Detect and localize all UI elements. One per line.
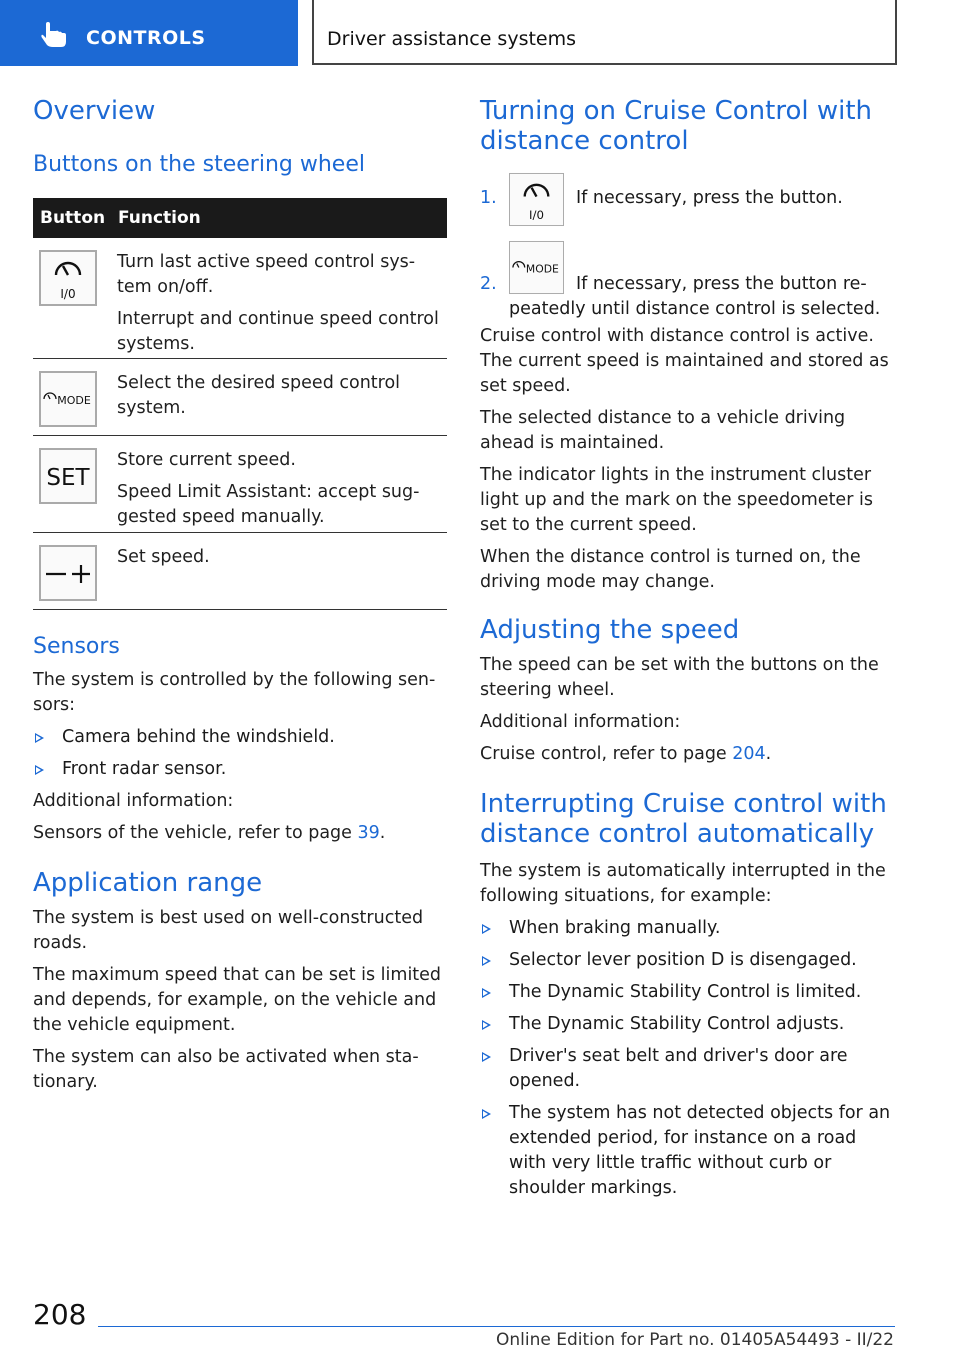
section-title: CONTROLS — [86, 27, 206, 49]
bullet-triangle-icon — [482, 924, 491, 934]
table-row — [33, 436, 447, 533]
bullet-triangle-icon — [482, 1109, 491, 1119]
list-item: Camera behind the windshield. — [33, 725, 447, 750]
list-item: Driver's seat belt and driver's door are opened. — [480, 1044, 894, 1094]
svg-text:MODE: MODE — [525, 262, 559, 276]
sensors-intro: The system is controlled by the following sen-sors: — [33, 670, 436, 715]
paragraph: Cruise control with distance control is active. The current speed is maintained and stored as set speed. — [480, 326, 889, 396]
sensors-reference: Sensors of the vehicle, refer to page 39. — [33, 823, 386, 843]
adjusting-speed-heading: Adjusting the speed — [480, 615, 740, 645]
mode-button-icon — [509, 240, 564, 295]
table-header — [33, 198, 447, 238]
interrupt-intro: The system is automatically interrupted in the following situations, for example: — [480, 861, 886, 906]
list-item: Front radar sensor. — [33, 757, 447, 782]
additional-info-label: Additional information: — [33, 791, 234, 811]
bullet-triangle-icon — [482, 988, 491, 998]
col-button-header: Button — [40, 208, 106, 228]
svg-text:I/0: I/0 — [60, 287, 76, 301]
edition-note: Online Edition for Part no. 01405A54493 - II/22 — [495, 1330, 894, 1350]
sensors-heading: Sensors — [33, 634, 120, 659]
application-range-heading: Application range — [33, 868, 263, 898]
paragraph: The maximum speed that can be set is limited and depends, for example, on the vehicle and the vehicle equipment. — [33, 965, 442, 1035]
cruise-control-reference: Cruise control, refer to page 204. — [480, 744, 772, 764]
power-speed-control-icon — [509, 172, 564, 227]
buttons-heading: Buttons on the steering wheel — [33, 152, 365, 177]
sensors-list — [33, 725, 447, 782]
paragraph: The selected distance to a vehicle driving ahead is maintained. — [480, 408, 846, 453]
right-column — [480, 96, 894, 1208]
step-number: 2. — [480, 274, 497, 294]
step-text: peatedly until distance control is selected. — [509, 299, 881, 319]
page-number: 208 — [33, 1298, 87, 1331]
step-number: 1. — [480, 188, 497, 208]
step-text: If necessary, press the button. — [576, 188, 843, 208]
page-link-39[interactable]: 39 — [357, 823, 380, 843]
list-item: The Dynamic Stability Control adjusts. — [480, 1012, 894, 1037]
bullet-triangle-icon — [35, 765, 44, 775]
step-2 — [480, 240, 894, 324]
turning-on-heading: Turning on Cruise Control with distance control — [480, 96, 873, 156]
paragraph: When the distance control is turned on, the driving mode may change. — [480, 547, 861, 592]
chapter-title: Driver assistance systems — [327, 28, 577, 50]
function-text: Interrupt and continue speed control systems. — [117, 309, 439, 354]
page-link-204[interactable]: 204 — [732, 744, 766, 764]
paragraph: The system is best used on well-constructed roads. — [33, 908, 424, 953]
additional-info-label: Additional information: — [480, 712, 681, 732]
left-column — [33, 96, 447, 1102]
overview-heading: Overview — [33, 96, 156, 126]
bullet-triangle-icon — [482, 1052, 491, 1062]
paragraph: The indicator lights in the instrument cluster light up and the mark on the speedometer is set to the current speed. — [480, 465, 873, 535]
function-text: Select the desired speed control system. — [117, 373, 401, 418]
bullet-triangle-icon — [482, 1020, 491, 1030]
table-row — [33, 359, 447, 436]
step-text: If necessary, press the button re- — [576, 274, 867, 294]
list-item: The system has not detected objects for an extended period, for instance on a road with very little traffic without curb or shoulder markings. — [480, 1101, 894, 1201]
paragraph: The speed can be set with the buttons on the steering wheel. — [480, 655, 879, 700]
list-item: Selector lever position D is disengaged. — [480, 948, 894, 973]
function-text: Speed Limit Assistant: accept sug-gested speed manually. — [117, 482, 420, 527]
table-row — [33, 238, 447, 359]
function-text: Set speed. — [117, 547, 210, 567]
list-item: The Dynamic Stability Control is limited. — [480, 980, 894, 1005]
power-speed-control-icon — [39, 250, 97, 306]
set-button-icon — [39, 448, 97, 504]
step-1 — [480, 172, 894, 230]
minus-plus-button-icon — [39, 545, 97, 601]
chapter-tab — [312, 0, 897, 65]
function-text: Store current speed. — [117, 450, 296, 470]
interrupting-heading: Interrupting Cruise control with distance control automatically — [480, 789, 887, 849]
bullet-triangle-icon — [35, 733, 44, 743]
bullet-triangle-icon — [482, 956, 491, 966]
list-item: When braking manually. — [480, 916, 894, 941]
table-row — [33, 533, 447, 610]
interrupt-list — [480, 916, 894, 1201]
section-tab — [0, 0, 298, 66]
footer-divider — [98, 1326, 895, 1327]
svg-text:MODE: MODE — [57, 394, 91, 407]
paragraph: The system can also be activated when sta-tionary. — [33, 1047, 419, 1092]
hand-pointer-icon — [40, 22, 68, 48]
mode-button-icon — [39, 371, 97, 427]
col-function-header: Function — [118, 208, 201, 228]
buttons-table — [33, 198, 447, 610]
svg-text:I/0: I/0 — [529, 208, 544, 223]
svg-text:SET: SET — [46, 465, 90, 491]
function-text: Turn last active speed control sys-tem on/off. — [117, 252, 416, 297]
